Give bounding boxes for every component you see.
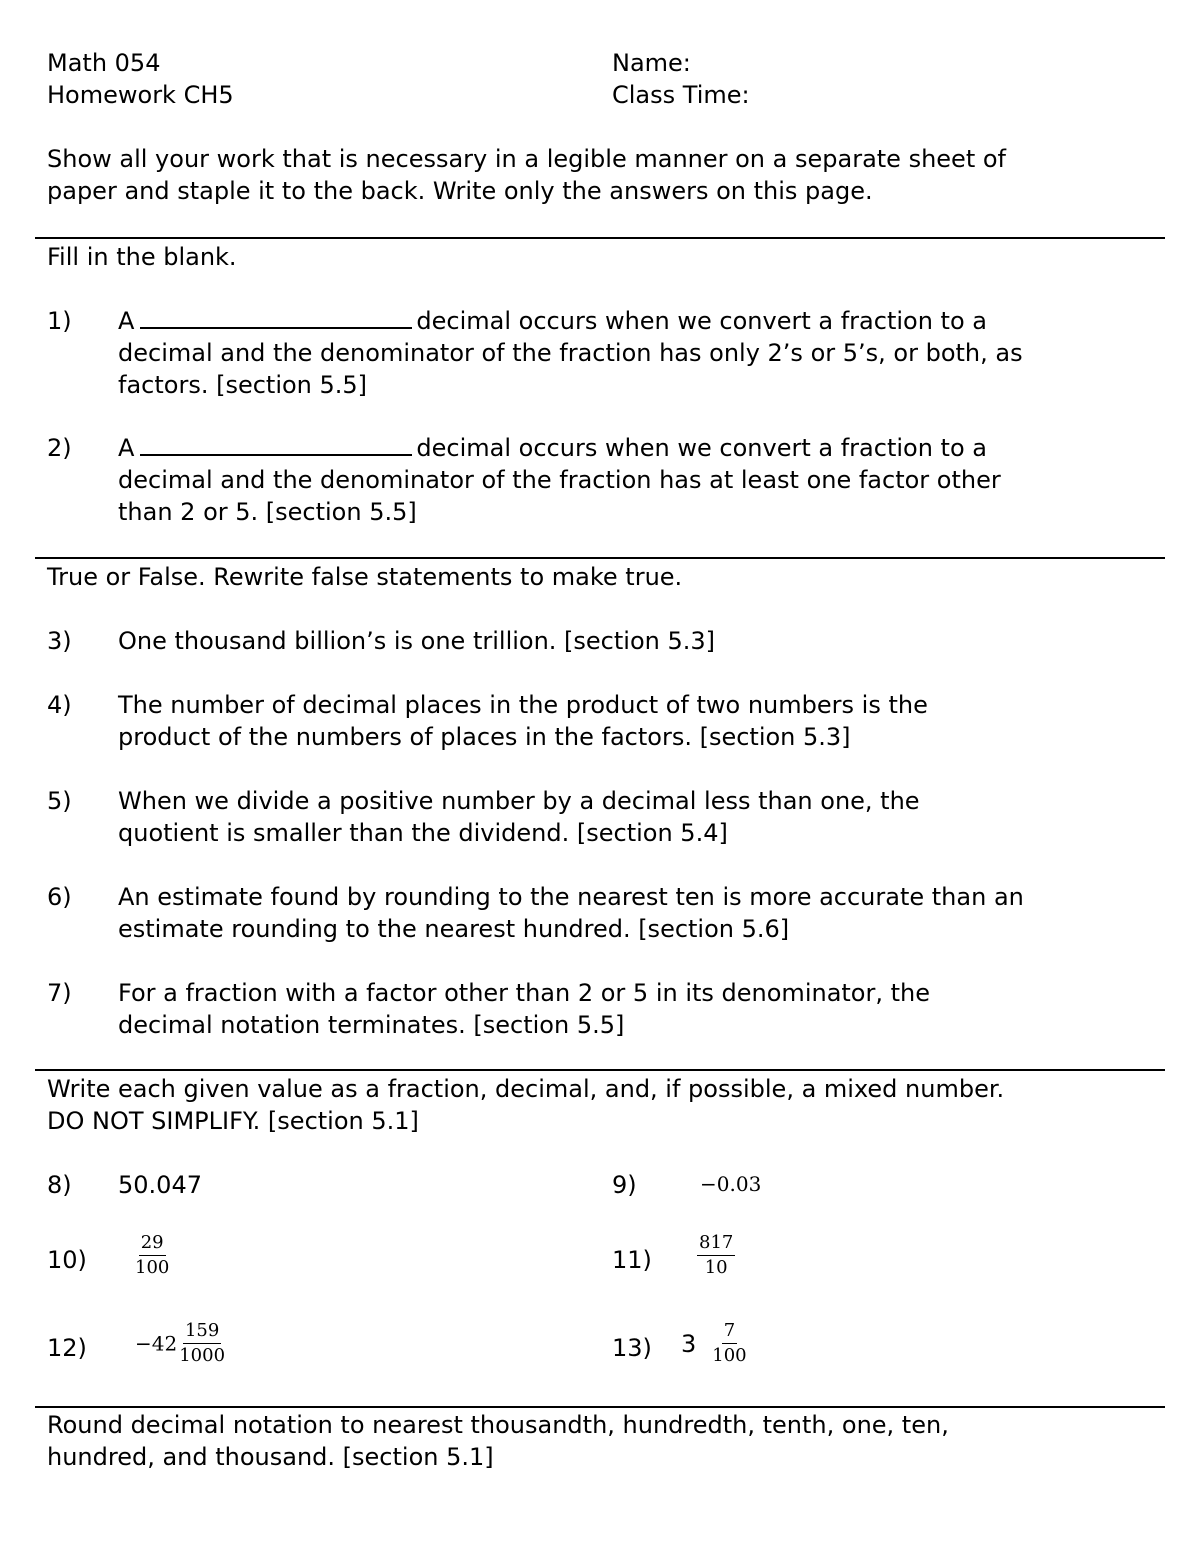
name-label: Name: [612,49,691,77]
question-number: 9) [612,1171,637,1199]
numerator: 159 [183,1320,221,1344]
question-5 [118,785,1168,849]
question-3 [118,625,1168,657]
question-4 [118,689,1168,753]
question-text: than 2 or 5. [section 5.5] [118,498,417,526]
fraction [177,1320,227,1367]
section-divider [35,557,1165,559]
course-title: Math 054 [47,49,161,77]
question-text: factors. [section 5.5] [118,371,368,399]
question-number: 7) [47,979,72,1007]
question-10-value [133,1232,171,1279]
question-text: decimal occurs when we convert a fraction to a [416,434,987,462]
assignment-title: Homework CH5 [47,81,234,109]
question-number: 1) [47,307,72,335]
question-7 [118,977,1168,1041]
question-text: A [118,307,135,335]
question-text: decimal notation terminates. [section 5.5] [118,1011,625,1039]
rounding-heading-line-1: Round decimal notation to nearest thousandth, hundredth, tenth, one, ten, [47,1411,949,1439]
question-text: product of the numbers of places in the factors. [section 5.3] [118,723,851,751]
question-text: For a fraction with a factor other than 2 or 5 in its denominator, the [118,979,931,1007]
question-text: The number of decimal places in the product of two numbers is the [118,691,928,719]
question-11-value [697,1232,735,1279]
question-text: decimal and the denominator of the fraction has only 2’s or 5’s, or both, as [118,339,1023,367]
question-number: 6) [47,883,72,911]
fraction [133,1232,171,1279]
question-number: 10) [47,1246,87,1274]
question-number: 11) [612,1246,652,1274]
denominator: 100 [712,1345,747,1366]
fraction [697,1232,735,1279]
denominator: 1000 [179,1345,226,1366]
question-text: When we divide a positive number by a decimal less than one, the [118,787,920,815]
question-8-value: 50.047 [118,1171,202,1199]
question-text: One thousand billion’s is one trillion. [section 5.3] [118,627,716,655]
numerator: 817 [697,1232,735,1256]
convert-heading-line-2: DO NOT SIMPLIFY. [section 5.1] [47,1107,419,1135]
class-time-label: Class Time: [612,81,750,109]
instructions-line-1: Show all your work that is necessary in a legible manner on a separate sheet of [47,145,1006,173]
section-divider [35,237,1165,239]
whole-number: −42 [135,1331,178,1356]
answer-blank[interactable] [140,436,412,456]
question-12-value [135,1320,227,1367]
question-number: 2) [47,434,72,462]
question-1 [118,305,1168,401]
question-6 [118,881,1168,945]
question-text: estimate rounding to the nearest hundred. [section 5.6] [118,915,790,943]
question-text: quotient is smaller than the dividend. [section 5.4] [118,819,728,847]
instructions-line-2: paper and staple it to the back. Write only the answers on this page. [47,177,873,205]
question-number: 4) [47,691,72,719]
convert-heading-line-1: Write each given value as a fraction, decimal, and, if possible, a mixed number. [47,1075,1005,1103]
numerator: 29 [139,1232,166,1256]
question-number: 5) [47,787,72,815]
fraction [710,1320,748,1367]
denominator: 100 [135,1257,170,1278]
question-number: 8) [47,1171,72,1199]
question-number: 12) [47,1334,87,1362]
whole-number: 3 [681,1329,697,1358]
numerator: 7 [722,1320,737,1344]
question-text: A [118,434,135,462]
question-text: decimal occurs when we convert a fraction to a [416,307,987,335]
section-divider [35,1406,1165,1408]
fill-blank-heading: Fill in the blank. [47,243,237,271]
question-2 [118,432,1168,528]
question-13-value [681,1320,749,1367]
question-9-value: −0.03 [700,1172,762,1196]
answer-blank[interactable] [140,309,412,329]
question-number: 3) [47,627,72,655]
denominator: 10 [704,1257,728,1278]
section-divider [35,1069,1165,1071]
question-number: 13) [612,1334,652,1362]
true-false-heading: True or False. Rewrite false statements to make true. [47,563,683,591]
question-text: decimal and the denominator of the fraction has at least one factor other [118,466,1001,494]
rounding-heading-line-2: hundred, and thousand. [section 5.1] [47,1443,494,1471]
question-text: An estimate found by rounding to the nearest ten is more accurate than an [118,883,1024,911]
